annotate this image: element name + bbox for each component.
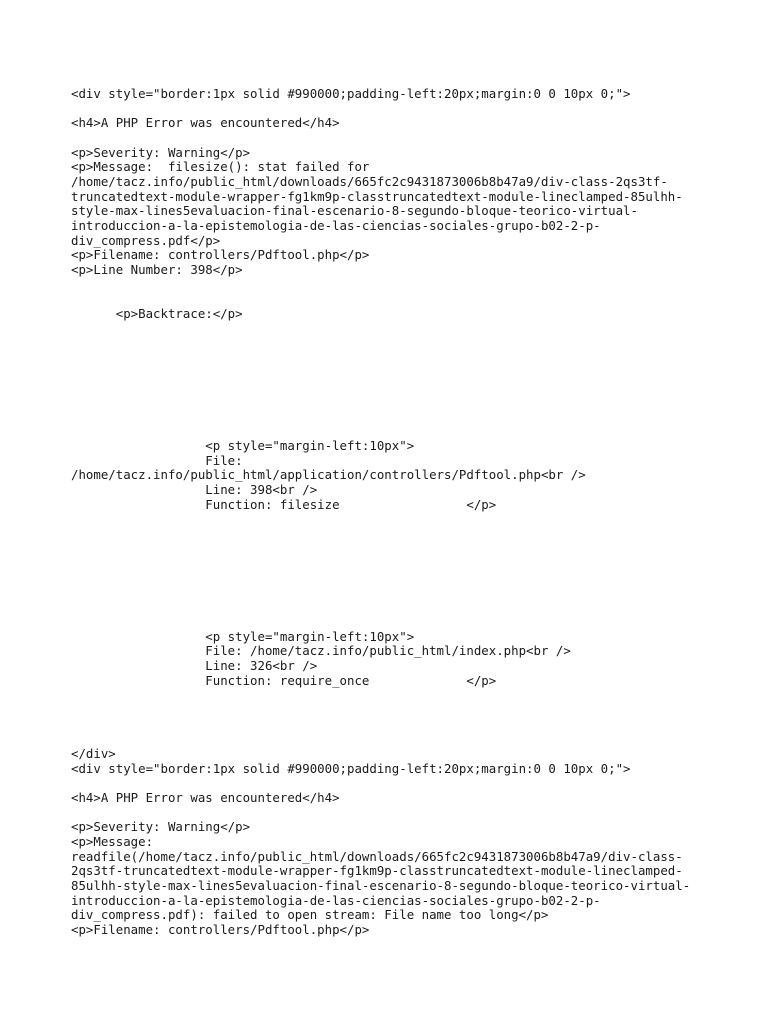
severity-line: <p>Severity: Warning</p> xyxy=(71,145,251,160)
error-heading: <h4>A PHP Error was encountered</h4> xyxy=(71,115,340,130)
filename-line: <p>Filename: controllers/Pdftool.php</p> xyxy=(71,922,370,937)
message-path-line: /home/tacz.info/public_html/downloads/665fc2c9431873006b8b47a9/div-class-2qs3tf- xyxy=(71,174,668,189)
backtrace-heading: <p>Backtrace:</p> xyxy=(71,306,243,321)
error-block-close-tag: </div> xyxy=(71,746,116,761)
message-path-line: 2qs3tf-truncatedtext-module-wrapper-fg1km9p-classtruncatedtext-module-lineclamped- xyxy=(71,863,683,878)
backtrace-file-label: File: xyxy=(71,453,243,468)
backtrace-entry-open-tag: <p style="margin-left:10px"> xyxy=(71,629,415,644)
message-path-line: introduccion-a-la-epistemologia-de-las-ciencias-sociales-grupo-b02-2-p- xyxy=(71,218,601,233)
error-heading: <h4>A PHP Error was encountered</h4> xyxy=(71,790,340,805)
backtrace-file-path: File: /home/tacz.info/public_html/index.php<br /> xyxy=(71,643,571,658)
backtrace-line-number: Line: 326<br /> xyxy=(71,658,318,673)
backtrace-entry-open-tag: <p style="margin-left:10px"> xyxy=(71,438,415,453)
line-number-line: <p>Line Number: 398</p> xyxy=(71,262,243,277)
backtrace-line-number: Line: 398<br /> xyxy=(71,482,318,497)
message-path-line: 85ulhh-style-max-lines5evaluacion-final-escenario-8-segundo-bloque-teorico-virtual- xyxy=(71,878,691,893)
message-path-line: style-max-lines5evaluacion-final-escenario-8-segundo-bloque-teorico-virtual- xyxy=(71,203,638,218)
filename-line: <p>Filename: controllers/Pdftool.php</p> xyxy=(71,247,370,262)
backtrace-function: Function: require_once </p> xyxy=(71,673,497,688)
message-path-line: introduccion-a-la-epistemologia-de-las-ciencias-sociales-grupo-b02-2-p- xyxy=(71,893,601,908)
error-block-open-tag: <div style="border:1px solid #990000;padding-left:20px;margin:0 0 10px 0;"> xyxy=(71,86,631,101)
severity-line: <p>Severity: Warning</p> xyxy=(71,819,251,834)
message-path-line: readfile(/home/tacz.info/public_html/downloads/665fc2c9431873006b8b47a9/div-class- xyxy=(71,849,683,864)
message-line: <p>Message: filesize(): stat failed for xyxy=(71,159,370,174)
backtrace-file-path: /home/tacz.info/public_html/application/controllers/Pdftool.php<br /> xyxy=(71,467,586,482)
message-path-line: div_compress.pdf</p> xyxy=(71,233,221,248)
backtrace-function: Function: filesize </p> xyxy=(71,497,497,512)
message-line: <p>Message: xyxy=(71,834,154,849)
message-path-line: truncatedtext-module-wrapper-fg1km9p-classtruncatedtext-module-lineclamped-85ulhh- xyxy=(71,189,683,204)
message-path-line: div_compress.pdf): failed to open stream: File name too long</p> xyxy=(71,907,549,922)
error-block-open-tag: <div style="border:1px solid #990000;padding-left:20px;margin:0 0 10px 0;"> xyxy=(71,761,631,776)
